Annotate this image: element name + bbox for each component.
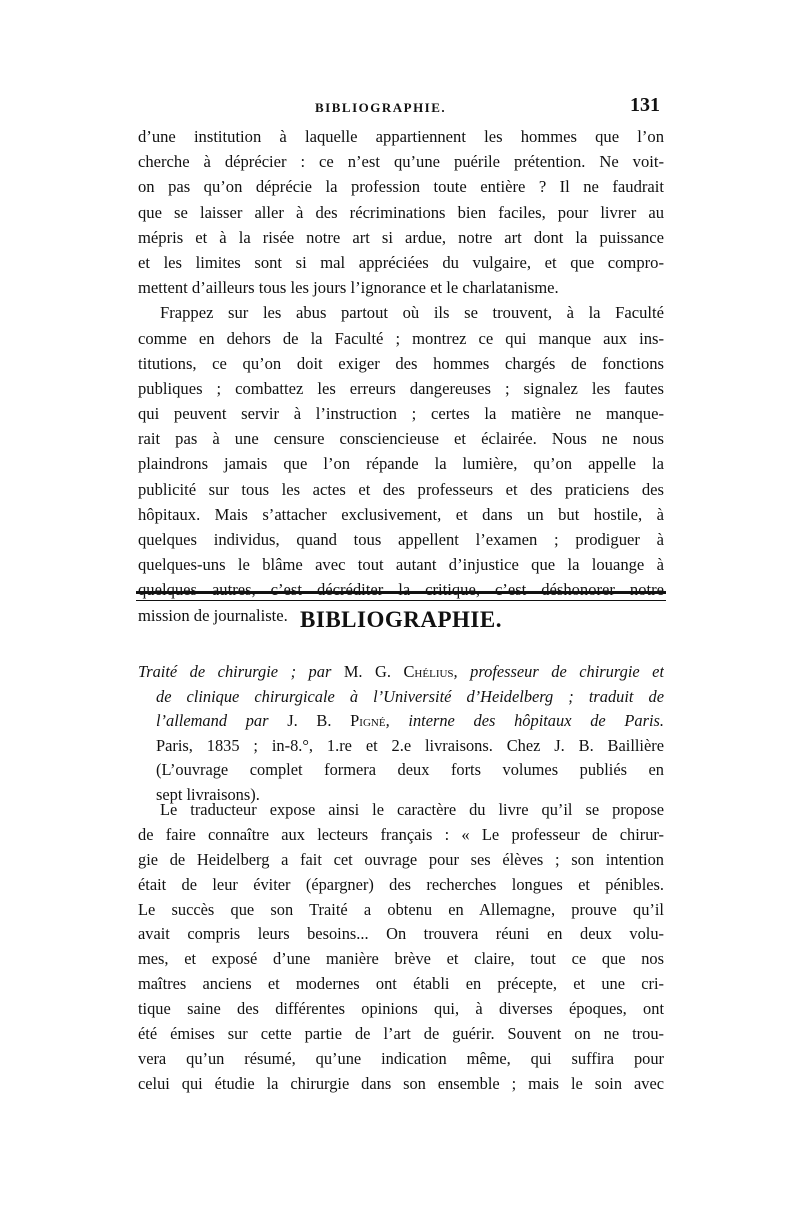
text-line: mépris et à la risée notre art si ardue, notre art dont la puissance: [138, 227, 664, 247]
reference-translator-prefix: l’allemand par: [156, 711, 288, 731]
reference-translator: J. B. Pigné: [287, 711, 386, 731]
text-line: mettent d’ailleurs tous les jours l’ignorance et le charlatanisme.: [138, 278, 559, 298]
text-line: maîtres anciens et modernes ont établi en précepte, et une cri-: [138, 974, 664, 994]
reference-author: M. G. Chélius: [343, 662, 454, 681]
text-line: comme en dehors de la Faculté ; montrez ce qui manque aux ins-: [138, 328, 664, 348]
text-line: tique saine des différentes opinions qui, à diverses époques, ont: [138, 999, 664, 1019]
text-line: rait pas à une censure consciencieuse et éclairée. Nous ne nous: [138, 429, 664, 449]
reference-note: (L’ouvrage complet formera deux forts volumes publiés en: [156, 760, 664, 780]
text-line: avait compris leurs besoins... On trouvera réuni en deux volu-: [138, 924, 664, 944]
top-paragraphs: [138, 124, 664, 628]
text-line: qui peuvent servir à l’instruction ; certes la matière ne manque-: [138, 404, 664, 424]
page-number: 131: [630, 94, 660, 116]
section-divider: [136, 591, 666, 601]
text-line: de faire connaître aux lecteurs français : « Le professeur de chirur-: [138, 824, 664, 844]
text-line: Frappez sur les abus partout où ils se trouvent, à la Faculté: [160, 303, 664, 323]
review-body: [138, 798, 664, 1097]
text-line: vera qu’un résumé, qu’une indication même, qui suffira pour: [138, 1048, 664, 1068]
text-line: hôpitaux. Mais s’attacher exclusivement, et dans un but hostile, à: [138, 504, 664, 524]
text-line: quelques autres, c’est décréditer la critique, c’est déshonorer notre: [138, 580, 664, 600]
text-line: quelques individus, quand tous appellent l’examen ; prodiguer à: [138, 530, 664, 549]
reference-author-role: , professeur de chirurgie et: [453, 662, 664, 681]
text-line: était de leur éviter (épargner) des recherches longues et pénibles.: [138, 874, 664, 894]
text-line: celui qui étudie la chirurgie dans son ensemble ; mais le soin avec: [138, 1073, 664, 1093]
section-title: BIBLIOGRAPHIE.: [300, 607, 502, 632]
text-line: gie de Heidelberg a fait cet ouvrage pour ses élèves ; son intention: [138, 849, 664, 869]
text-line: Le succès que son Traité a obtenu en Allemagne, prouve qu’il: [138, 899, 664, 919]
text-line: publicité sur tous les actes et des professeurs et des praticiens des: [138, 479, 664, 499]
reference-line: [138, 709, 664, 734]
reference-translator-role: , interne des hôpitaux de Paris.: [385, 711, 664, 731]
bibliographic-reference: [138, 660, 664, 808]
text-line: que se laisser aller à des récriminations bien faciles, pour livrer au: [138, 202, 664, 222]
reference-imprint: Paris, 1835 ; in-8.°, 1.re et 2.e livraisons. Chez J. B. Baillière: [156, 735, 664, 755]
text-line: d’une institution à laquelle appartiennent les hommes que l’on: [138, 127, 664, 146]
text-line: mes, et exposé d’une manière brève et claire, tout ce que nos: [138, 949, 664, 969]
text-line: cherche à déprécier : ce n’est qu’une puérile prétention. Ne voit-: [138, 152, 664, 172]
text-line: et les limites sont si mal appréciées du vulgaire, et que compro-: [138, 252, 664, 272]
reference-line: [138, 660, 664, 685]
text-line: titutions, ce qu’on doit exiger des hommes chargés de fonctions: [138, 353, 664, 373]
running-head: [140, 94, 660, 120]
text-line: Le traducteur expose ainsi le caractère du livre qu’il se propose: [160, 800, 664, 819]
reference-line: de clinique chirurgicale à l’Université d’Heidelberg ; traduit de: [156, 686, 664, 706]
text-line: mission de journaliste.: [138, 605, 288, 625]
text-line: on pas qu’on déprécie la profession toute entière ? Il ne faudrait: [138, 177, 664, 197]
text-line: été émises sur cette partie de l’art de guérir. Souvent on ne trou-: [138, 1024, 664, 1044]
text-line: plaindrons jamais que l’on répande la lumière, qu’on appelle la: [138, 454, 664, 474]
text-line: publiques ; combattez les erreurs dangereuses ; signalez les fautes: [138, 378, 664, 398]
running-title: BIBLIOGRAPHIE.: [315, 100, 447, 115]
text-line: quelques-uns le blâme avec tout autant d’injustice que la louange à: [138, 555, 664, 575]
reference-note: sept livraisons).: [156, 784, 260, 804]
reference-title: Traité de chirurgie ; par: [138, 662, 344, 681]
